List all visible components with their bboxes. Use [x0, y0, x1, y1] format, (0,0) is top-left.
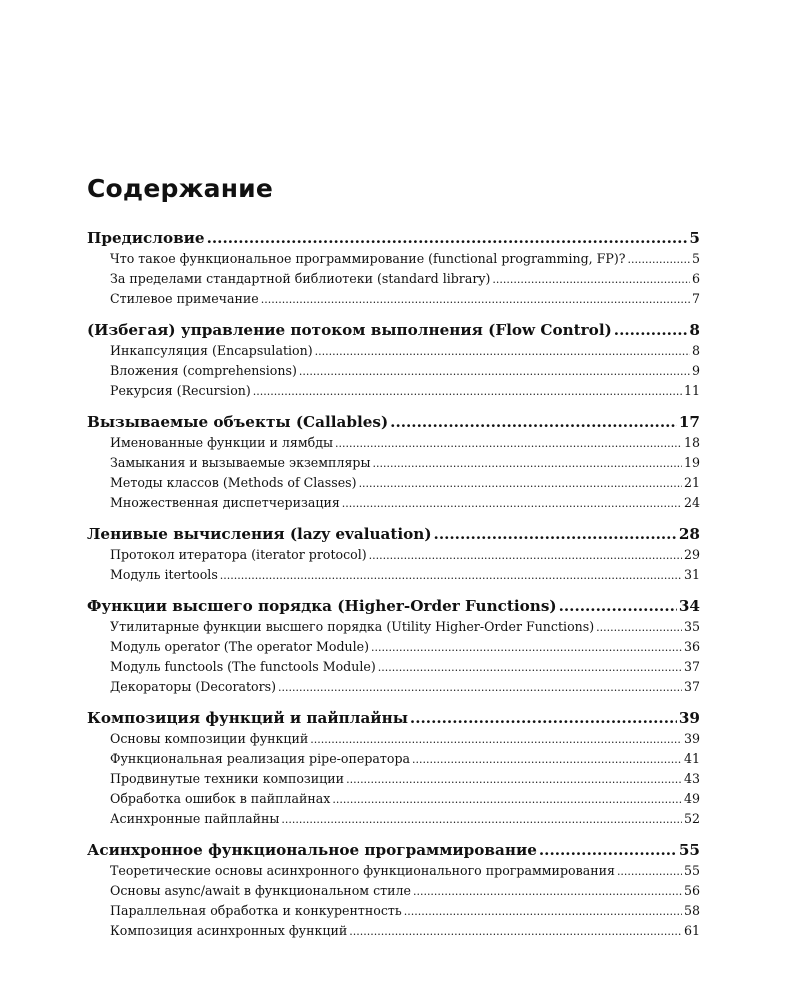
subsection-entry-title: Параллельная обработка и конкурентность	[110, 903, 402, 918]
toc-section	[87, 595, 700, 697]
chapter-entry-page: 34	[678, 597, 700, 615]
subsection-entry-title: Композиция асинхронных функций	[110, 923, 348, 938]
subsection-entry-title: Продвинутые техники композиции	[110, 771, 345, 786]
dot-leader	[412, 749, 682, 769]
subsection-entry[interactable]	[87, 749, 700, 769]
toc-section	[87, 839, 700, 941]
subsection-entry[interactable]	[87, 289, 700, 309]
subsection-entry[interactable]	[87, 453, 700, 473]
subsection-entry-title: Модуль functools (The functools Module)	[110, 659, 376, 674]
subsection-entry-title: Инкапсуляция (Encapsulation)	[110, 343, 313, 358]
chapter-entry[interactable]	[87, 227, 700, 249]
subsection-entry-page: 36	[683, 639, 700, 654]
dot-leader	[410, 707, 677, 729]
subsection-entry-title: Декораторы (Decorators)	[110, 679, 277, 694]
subsection-entry-page: 5	[691, 251, 700, 266]
chapter-entry[interactable]	[87, 839, 700, 861]
subsection-entry-title: Что такое функциональное программирование (functional programming, FP)?	[110, 251, 626, 266]
subsection-entry-page: 6	[691, 271, 700, 286]
chapter-entry-title: Асинхронное функциональное программирование	[87, 841, 537, 859]
dot-leader	[349, 921, 682, 941]
toc-section	[87, 319, 700, 401]
subsection-entry-title: Именованные функции и лямбды	[110, 435, 333, 450]
toc-section	[87, 707, 700, 829]
dot-leader	[404, 901, 682, 921]
dot-leader	[617, 861, 682, 881]
dot-leader	[359, 473, 682, 493]
chapter-entry-page: 55	[678, 841, 700, 859]
subsection-entry-page: 31	[683, 567, 700, 582]
subsection-entry[interactable]	[87, 565, 700, 585]
subsection-entry-page: 35	[683, 619, 700, 634]
subsection-entry[interactable]	[87, 861, 700, 881]
dot-leader	[220, 565, 682, 585]
chapter-entry[interactable]	[87, 707, 700, 729]
subsection-entry[interactable]	[87, 545, 700, 565]
subsection-entry-title: Замыкания и вызываемые экземпляры	[110, 455, 371, 470]
subsection-entry-page: 55	[683, 863, 700, 878]
chapter-entry-title: Ленивые вычисления (lazy evaluation)	[87, 525, 432, 543]
toc-section	[87, 227, 700, 309]
subsection-entry-page: 7	[691, 291, 700, 306]
subsection-entry[interactable]	[87, 637, 700, 657]
subsection-entry-page: 18	[683, 435, 700, 450]
toc-section	[87, 411, 700, 513]
dot-leader	[261, 289, 690, 309]
subsection-entry-title: Основы async/await в функциональном стиле	[110, 883, 411, 898]
dot-leader	[372, 453, 681, 473]
dot-leader	[299, 361, 690, 381]
subsection-entry-page: 58	[683, 903, 700, 918]
dot-leader	[434, 523, 677, 545]
dot-leader	[390, 411, 677, 433]
dot-leader	[539, 839, 677, 861]
dot-leader	[371, 637, 682, 657]
dot-leader	[253, 381, 682, 401]
subsection-entry[interactable]	[87, 269, 700, 289]
subsection-entry-title: Теоретические основы асинхронного функционального программирования	[110, 863, 615, 878]
subsection-entry-page: 29	[683, 547, 700, 562]
table-of-contents	[87, 174, 700, 951]
subsection-entry-title: Функциональная реализация pipe-оператора	[110, 751, 411, 766]
dot-leader	[614, 319, 688, 341]
dot-leader	[278, 677, 682, 697]
subsection-entry-title: Обработка ошибок в пайплайнах	[110, 791, 331, 806]
subsection-entry-page: 61	[683, 923, 700, 938]
subsection-entry-title: Утилитарные функции высшего порядка (Utility Higher-Order Functions)	[110, 619, 595, 634]
chapter-entry[interactable]	[87, 411, 700, 433]
dot-leader	[315, 341, 690, 361]
subsection-entry[interactable]	[87, 677, 700, 697]
chapter-entry-page: 28	[678, 525, 700, 543]
subsection-entry-page: 11	[683, 383, 700, 398]
subsection-entry-page: 43	[683, 771, 700, 786]
subsection-entry-page: 21	[683, 475, 700, 490]
chapter-entry-title: (Избегая) управление потоком выполнения (Flow Control)	[87, 321, 612, 339]
dot-leader	[281, 809, 682, 829]
chapter-entry-page: 5	[689, 229, 700, 247]
subsection-entry-title: Протокол итератора (iterator protocol)	[110, 547, 367, 562]
subsection-entry-page: 19	[683, 455, 700, 470]
subsection-entry-page: 56	[683, 883, 700, 898]
subsection-entry-page: 49	[683, 791, 700, 806]
subsection-entry-title: Методы классов (Methods of Classes)	[110, 475, 357, 490]
dot-leader	[559, 595, 677, 617]
dot-leader	[310, 729, 682, 749]
subsection-entry-title: Асинхронные пайплайны	[110, 811, 280, 826]
subsection-entry-page: 37	[683, 679, 700, 694]
subsection-entry[interactable]	[87, 473, 700, 493]
chapter-entry-page: 17	[678, 413, 700, 431]
subsection-entry-title: Основы композиции функций	[110, 731, 309, 746]
subsection-entry-page: 8	[691, 343, 700, 358]
dot-leader	[596, 617, 682, 637]
subsection-entry-title: За пределами стандартной библиотеки (standard library)	[110, 271, 491, 286]
dot-leader	[628, 249, 690, 269]
page-title: Содержание	[87, 174, 274, 203]
chapter-entry[interactable]	[87, 319, 700, 341]
subsection-entry[interactable]	[87, 617, 700, 637]
dot-leader	[413, 881, 682, 901]
subsection-entry-title: Рекурсия (Recursion)	[110, 383, 251, 398]
dot-leader	[369, 545, 682, 565]
chapter-entry[interactable]	[87, 595, 700, 617]
subsection-entry-title: Множественная диспетчеризация	[110, 495, 340, 510]
subsection-entry[interactable]	[87, 433, 700, 453]
subsection-entry[interactable]	[87, 881, 700, 901]
subsection-entry-page: 37	[683, 659, 700, 674]
subsection-entry[interactable]	[87, 789, 700, 809]
chapter-entry-page: 39	[678, 709, 700, 727]
subsection-entry[interactable]	[87, 901, 700, 921]
dot-leader	[378, 657, 682, 677]
subsection-entry[interactable]	[87, 361, 700, 381]
subsection-entry[interactable]	[87, 249, 700, 269]
subsection-entry[interactable]	[87, 729, 700, 749]
subsection-entry[interactable]	[87, 381, 700, 401]
dot-leader	[207, 227, 688, 249]
subsection-entry[interactable]	[87, 493, 700, 513]
dot-leader	[342, 493, 682, 513]
chapter-entry-title: Вызываемые объекты (Callables)	[87, 413, 389, 431]
chapter-entry-page: 8	[689, 321, 700, 339]
toc-section	[87, 523, 700, 585]
subsection-entry[interactable]	[87, 921, 700, 941]
subsection-entry-title: Модуль operator (The operator Module)	[110, 639, 370, 654]
subsection-entry-page: 9	[691, 363, 700, 378]
subsection-entry-title: Вложения (comprehensions)	[110, 363, 297, 378]
chapter-entry-title: Функции высшего порядка (Higher-Order Functions)	[87, 597, 557, 615]
dot-leader	[346, 769, 682, 789]
subsection-entry-page: 24	[683, 495, 700, 510]
subsection-entry[interactable]	[87, 341, 700, 361]
chapter-entry[interactable]	[87, 523, 700, 545]
chapter-entry-title: Предисловие	[87, 229, 205, 247]
subsection-entry[interactable]	[87, 809, 700, 829]
subsection-entry-page: 39	[683, 731, 700, 746]
subsection-entry-page: 41	[683, 751, 700, 766]
subsection-entry-title: Модуль itertools	[110, 567, 218, 582]
subsection-entry[interactable]	[87, 769, 700, 789]
subsection-entry-page: 52	[683, 811, 700, 826]
subsection-entry[interactable]	[87, 657, 700, 677]
dot-leader	[335, 433, 682, 453]
subsection-entry-title: Стилевое примечание	[110, 291, 259, 306]
toc-list	[87, 227, 700, 941]
dot-leader	[492, 269, 690, 289]
chapter-entry-title: Композиция функций и пайплайны	[87, 709, 408, 727]
dot-leader	[332, 789, 682, 809]
